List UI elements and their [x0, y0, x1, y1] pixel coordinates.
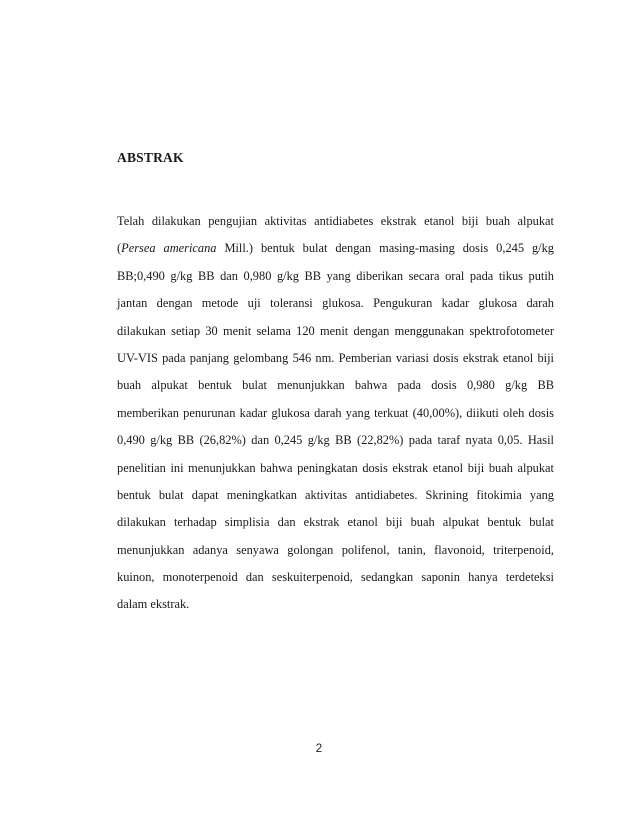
abstract-line	[117, 235, 554, 262]
abstract-line: memberikan penurunan kadar glukosa darah yang terkuat (40,00%), diikuti oleh dosis	[117, 405, 554, 420]
species-name: Persea americana	[121, 241, 217, 256]
abstract-body	[117, 208, 554, 619]
abstract-line: 0,490 g/kg BB (26,82%) dan 0,245 g/kg BB (22,82%) pada taraf nyata 0,05. Hasil	[117, 433, 554, 448]
abstract-line: BB;0,490 g/kg BB dan 0,980 g/kg BB yang diberikan secara oral pada tikus putih	[117, 268, 554, 283]
abstract-line: Telah dilakukan pengujian aktivitas antidiabetes ekstrak etanol biji buah alpukat	[117, 214, 554, 228]
abstract-line: buah alpukat bentuk bulat menunjukkan bahwa pada dosis 0,980 g/kg BB	[117, 378, 554, 393]
abstract-line-suffix: Mill.) bentuk bulat dengan masing-masing dosis 0,245 g/kg	[216, 241, 555, 256]
abstract-line: bentuk bulat dapat meningkatkan aktivitas antidiabetes. Skrining fitokimia yang	[117, 487, 554, 502]
abstract-line: menunjukkan adanya senyawa golongan polifenol, tanin, flavonoid, triterpenoid,	[117, 542, 554, 557]
abstract-line: UV-VIS pada panjang gelombang 546 nm. Pemberian variasi dosis ekstrak etanol biji	[117, 350, 554, 365]
page-number: 2	[315, 743, 323, 755]
abstract-line: dilakukan setiap 30 menit selama 120 menit dengan menggunakan spektrofotometer	[117, 323, 554, 338]
abstract-line-prefix: (	[117, 241, 122, 256]
abstract-line: penelitian ini menunjukkan bahwa peningkatan dosis ekstrak etanol biji buah alpukat	[117, 460, 554, 475]
abstract-line: dilakukan terhadap simplisia dan ekstrak etanol biji buah alpukat bentuk bulat	[117, 515, 554, 530]
abstract-line: kuinon, monoterpenoid dan seskuiterpenoid, sedangkan saponin hanya terdeteksi	[117, 570, 554, 585]
abstract-line: dalam ekstrak.	[117, 597, 190, 612]
abstract-line: jantan dengan metode uji toleransi glukosa. Pengukuran kadar glukosa darah	[117, 296, 554, 311]
abstract-heading: ABSTRAK	[117, 150, 184, 165]
